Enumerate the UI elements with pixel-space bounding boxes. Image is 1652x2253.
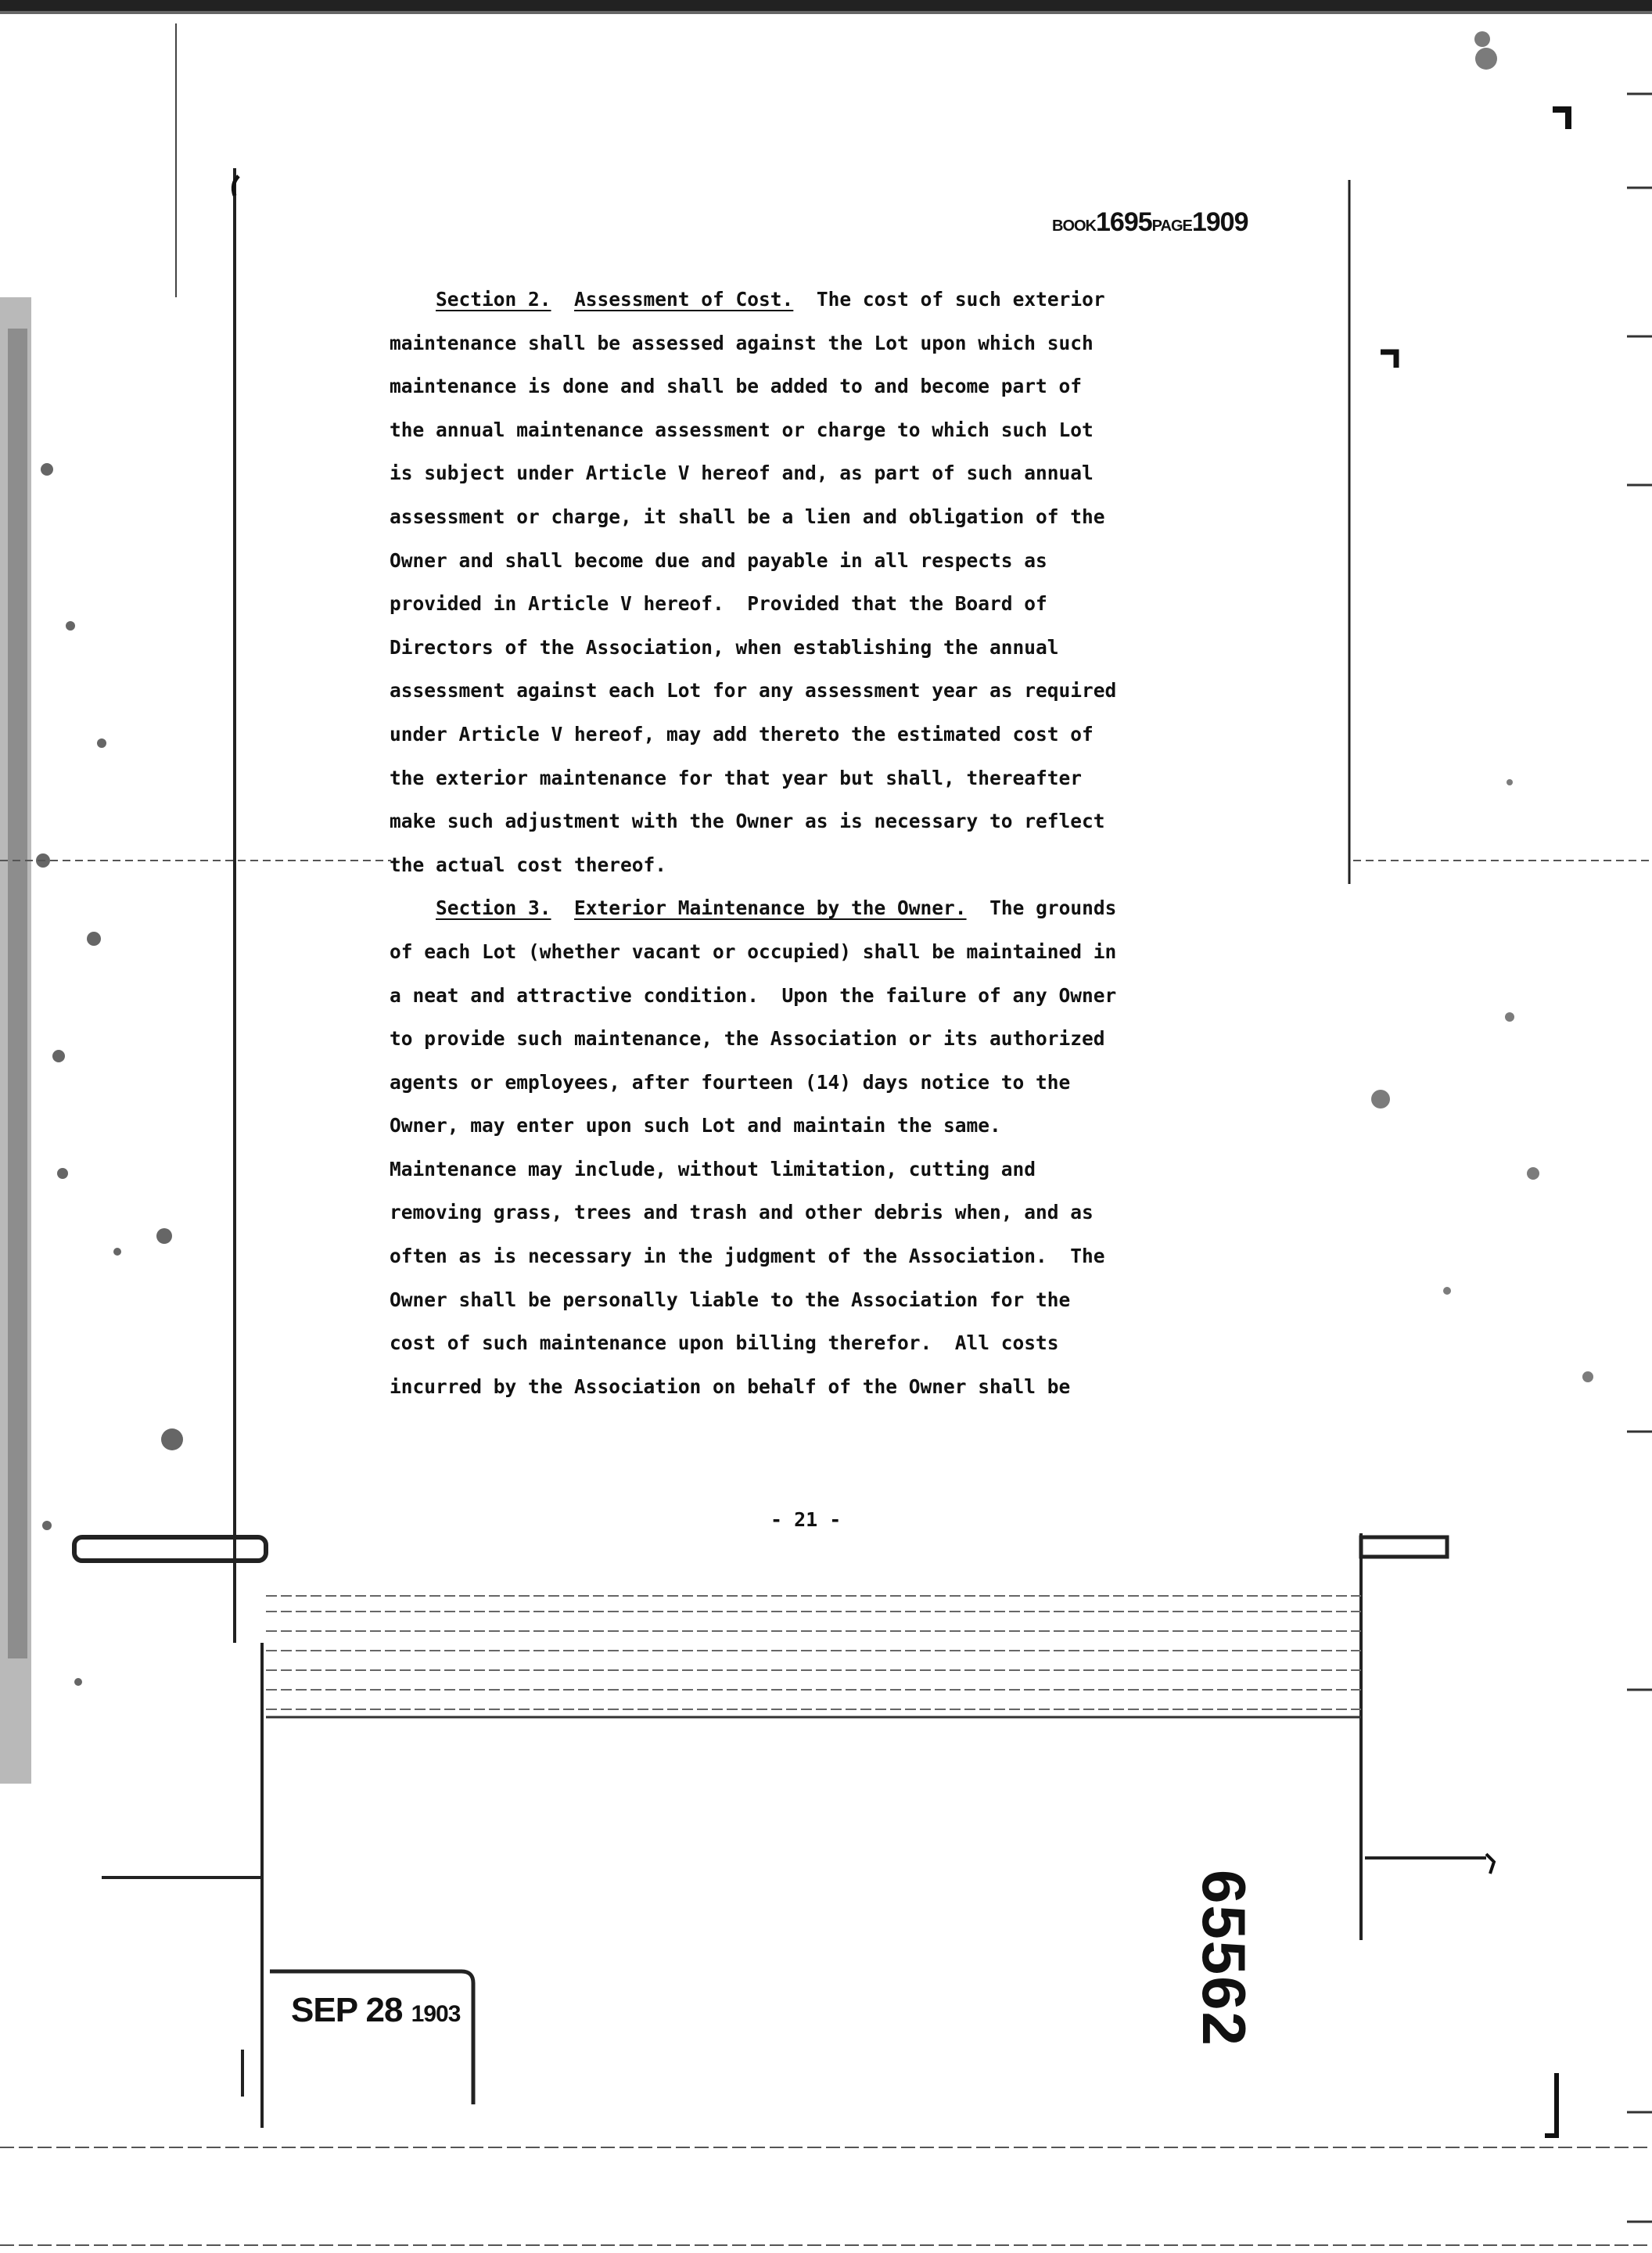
page-label: PAGE: [1151, 217, 1192, 235]
book-number: 1695: [1096, 207, 1152, 237]
text-line: removing grass, trees and trash and other debris when, and as: [390, 1201, 1094, 1224]
text-line: The grounds: [989, 897, 1117, 920]
text-line: maintenance shall be assessed against the Lot upon which such: [390, 331, 1094, 354]
stamp-year: 1903: [411, 2001, 461, 2027]
text-line: Maintenance may include, without limitation, cutting and: [390, 1157, 1036, 1180]
text-line: to provide such maintenance, the Association or its authorized: [390, 1027, 1105, 1051]
text-line: incurred by the Association on behalf of the Owner shall be: [390, 1374, 1071, 1398]
book-page-reference: [1052, 207, 1248, 238]
text-line: agents or employees, after fourteen (14) days notice to the: [390, 1070, 1071, 1094]
date-stamp: [291, 1991, 460, 2030]
text-line: cost of such maintenance upon billing therefor. All costs: [390, 1331, 1059, 1355]
document-body: [390, 278, 1234, 1408]
text-line: assessment or charge, it shall be a lien and obligation of the: [390, 505, 1105, 528]
stamp-month-day: SEP 28: [291, 1991, 403, 2029]
text-line: the actual cost thereof.: [390, 853, 667, 876]
section-3-first-line: [390, 886, 1234, 930]
text-line: the exterior maintenance for that year but shall, thereafter: [390, 766, 1083, 789]
section-3-title: Exterior Maintenance by the Owner.: [574, 897, 967, 920]
text-line: The cost of such exterior: [816, 288, 1105, 311]
text-line: Directors of the Association, when establishing the annual: [390, 635, 1059, 659]
text-line: is subject under Article V hereof and, as part of such annual: [390, 462, 1094, 485]
section-2-heading: Section 2.: [436, 288, 551, 311]
text-line: of each Lot (whether vacant or occupied) shall be maintained in: [390, 940, 1117, 963]
section-3-heading: Section 3.: [436, 897, 551, 920]
page-number-ref: 1909: [1191, 207, 1248, 237]
text-line: the annual maintenance assessment or charge to which such Lot: [390, 418, 1094, 441]
text-line: often as is necessary in the judgment of the Association. The: [390, 1245, 1105, 1268]
section-2-first-line: [390, 278, 1234, 322]
text-line: a neat and attractive condition. Upon the failure of any Owner: [390, 983, 1117, 1007]
text-line: Owner and shall become due and payable in all respects as: [390, 548, 1047, 572]
book-label: BOOK: [1052, 217, 1096, 235]
document-number: 65562: [1190, 1870, 1259, 2047]
text-line: maintenance is done and shall be added to and become part of: [390, 375, 1083, 398]
text-line: make such adjustment with the Owner as is necessary to reflect: [390, 810, 1105, 833]
text-line: provided in Article V hereof. Provided that the Board of: [390, 592, 1047, 616]
section-2-title: Assessment of Cost.: [574, 288, 794, 311]
text-line: assessment against each Lot for any assessment year as required: [390, 679, 1117, 702]
text-line: Owner shall be personally liable to the Association for the: [390, 1288, 1071, 1311]
text-line: Owner, may enter upon such Lot and maintain the same.: [390, 1114, 1001, 1137]
page-footer-number: - 21 -: [770, 1508, 842, 1531]
text-line: under Article V hereof, may add thereto the estimated cost of: [390, 722, 1094, 746]
